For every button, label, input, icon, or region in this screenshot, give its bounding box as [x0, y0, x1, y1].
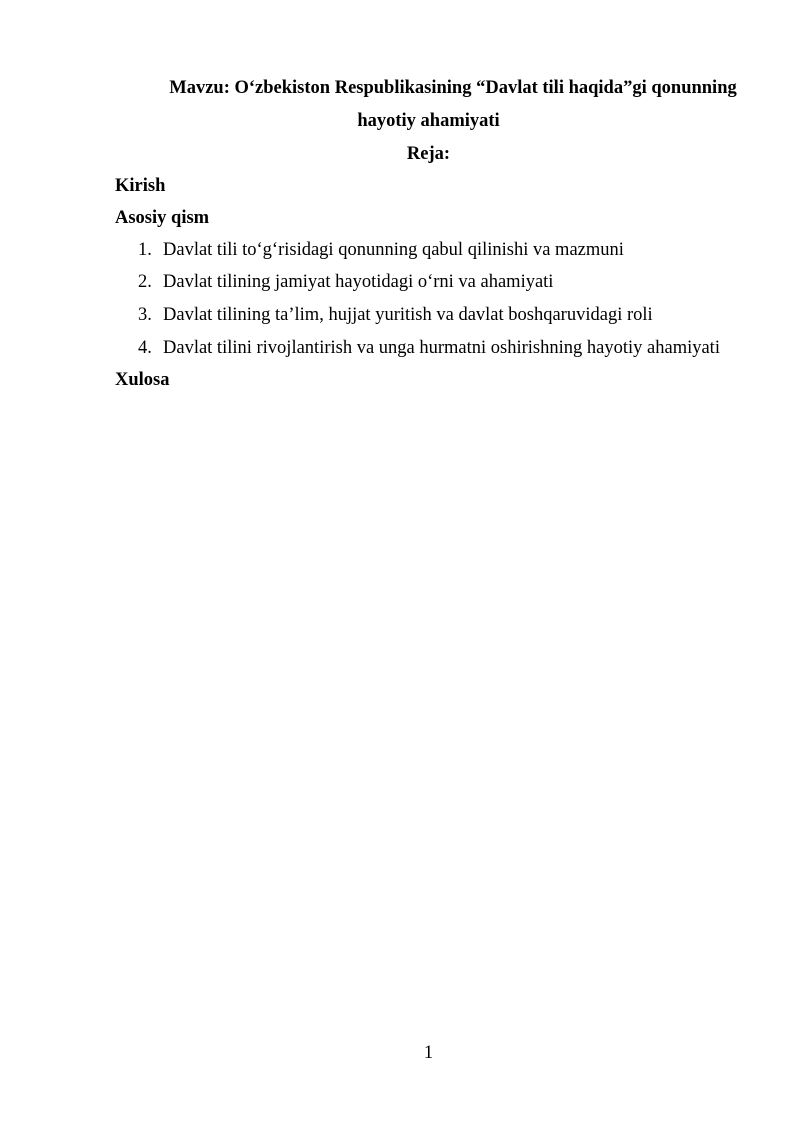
- document-title-line-1: Mavzu: O‘zbekiston Respublikasining “Davlat tili haqida”gi qonunning: [169, 78, 737, 98]
- plan-item-number: 1.: [138, 240, 152, 260]
- intro-heading: Kirish: [115, 176, 166, 196]
- plan-heading: Reja:: [406, 144, 451, 164]
- plan-item-text: Davlat tili to‘g‘risidagi qonunning qabul qilinishi va mazmuni: [163, 240, 624, 260]
- document-title-line-2: hayotiy ahamiyati: [357, 111, 500, 131]
- plan-item-text: Davlat tilini rivojlantirish va unga hurmatni oshirishning hayotiy ahamiyati: [163, 338, 720, 358]
- plan-item: [138, 270, 553, 294]
- plan-item: [138, 336, 720, 360]
- plan-item-number: 2.: [138, 272, 152, 292]
- plan-item: [138, 303, 653, 327]
- plan-item: [138, 238, 624, 262]
- plan-item-text: Davlat tilining ta’lim, hujjat yuritish va davlat boshqaruvidagi roli: [163, 305, 653, 325]
- plan-item-text: Davlat tilining jamiyat hayotidagi o‘rni va ahamiyati: [163, 272, 554, 292]
- plan-item-number: 4.: [138, 338, 152, 358]
- page-number: 1: [423, 1043, 434, 1063]
- plan-item-number: 3.: [138, 305, 152, 325]
- main-part-heading: Asosiy qism: [115, 208, 210, 228]
- conclusion-heading: Xulosa: [115, 370, 170, 390]
